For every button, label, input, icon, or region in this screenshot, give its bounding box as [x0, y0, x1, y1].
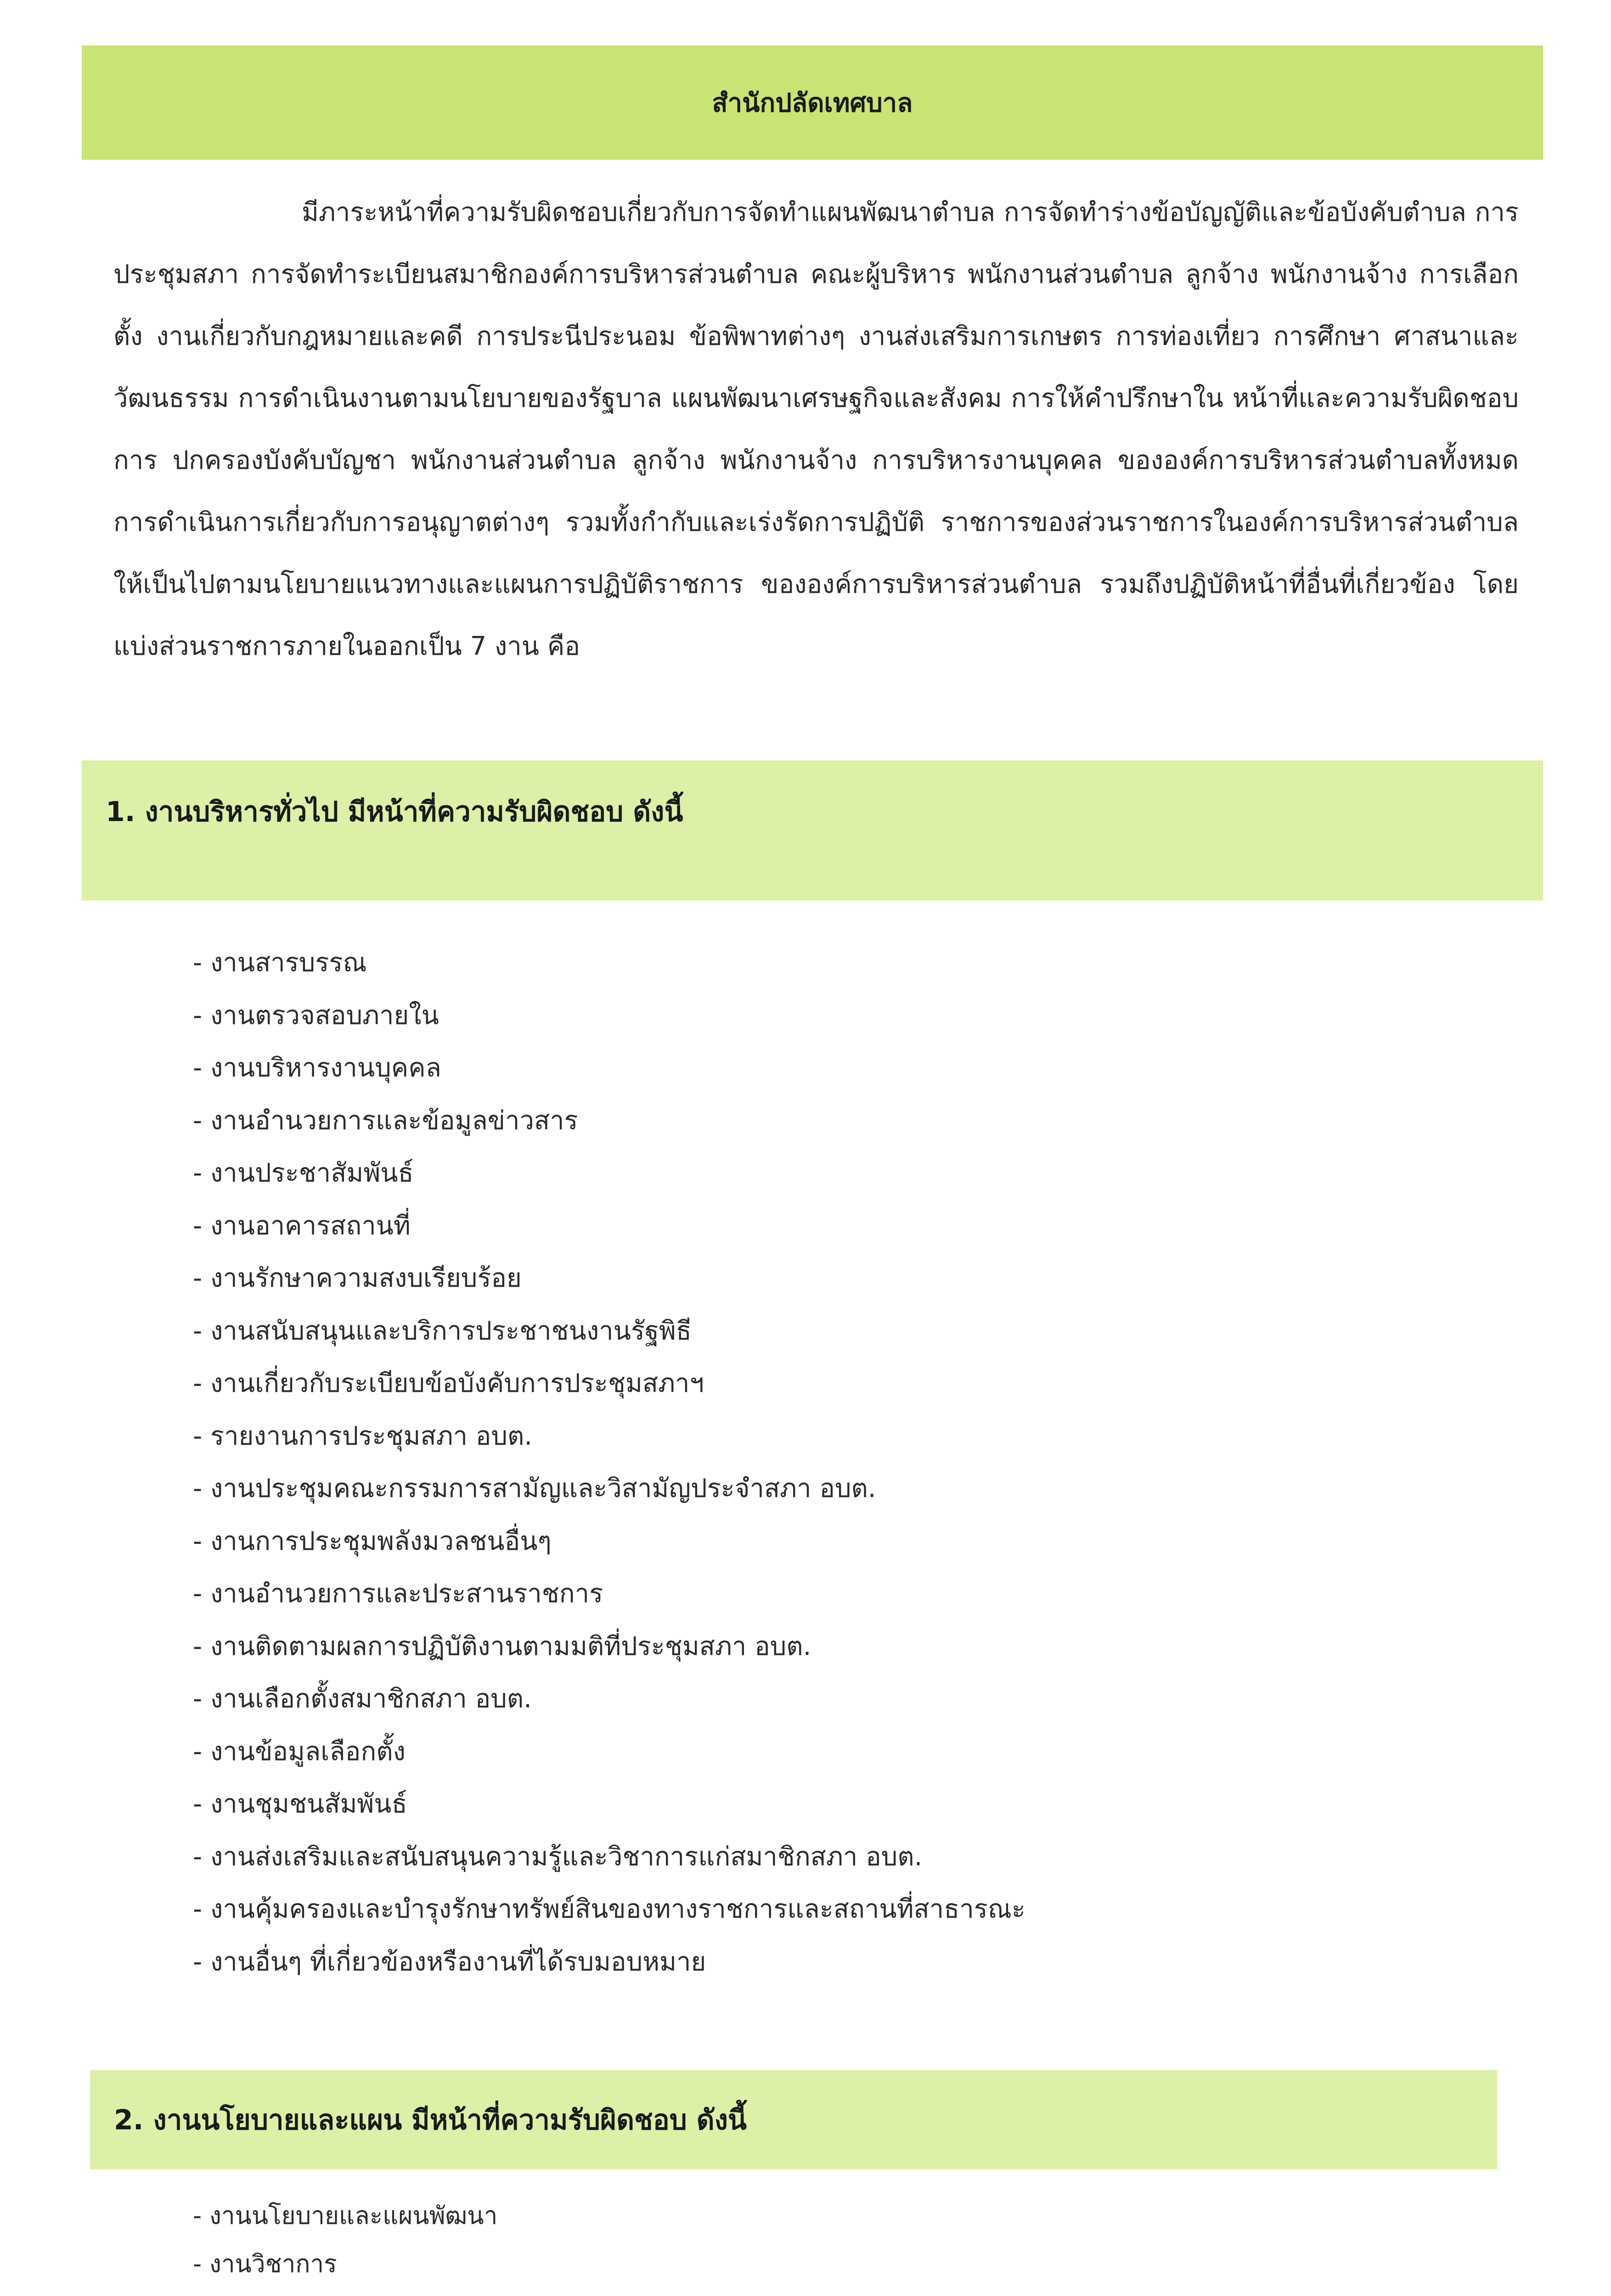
list-item: - งานส่งเสริมและสนับสนุนความรู้และวิชาการแก่สมาชิกสภา อบต.	[193, 1841, 923, 1872]
section-2-header	[90, 2070, 1497, 2169]
list-item: - งานอำนวยการและประสานราชการ	[193, 1579, 603, 1609]
section-1-heading: 1. งานบริหารทั่วไป มีหน้าที่ความรับผิดชอบ ดังนี้	[106, 796, 683, 828]
section-2-list	[193, 2192, 678, 2296]
list-item: - งานคุ้มครองและบำรุงรักษาทรัพย์สินของทางราชการและสถานที่สาธารณะ	[193, 1894, 1025, 1924]
title-banner	[82, 45, 1543, 160]
list-item: - งานสารบรรณ	[193, 948, 367, 978]
list-item: - งานชุมชนสัมพันธ์	[193, 1789, 407, 1819]
list-item: - งานตรวจสอบภายใน	[193, 1000, 439, 1030]
section-1-list	[193, 937, 1025, 1988]
list-item: - งานอาคารสถานที่	[193, 1210, 411, 1241]
list-item: - งานเกี่ยวกับระเบียบข้อบังคับการประชุมสภาฯ	[193, 1368, 704, 1398]
section-1-header	[82, 760, 1543, 900]
list-item: - งานข้อมูลเลือกตั้ง	[193, 1736, 406, 1767]
list-item: - งานประชุมคณะกรรมการสามัญและวิสามัญประจำสภา อบต.	[193, 1474, 876, 1503]
list-item: - รายงานการประชุมสภา อบต.	[193, 1421, 533, 1451]
list-item: - งานวิชาการ	[193, 2250, 337, 2278]
list-item: - งานบริหารงานบุคคล	[193, 1053, 441, 1083]
list-item: - งานเลือกตั้งสมาชิกสภา อบต.	[193, 1684, 532, 1714]
list-item: - งานสนับสนุนและบริการประชาชนงานรัฐพิธี	[193, 1316, 692, 1346]
list-item: - งานประชาสัมพันธ์	[193, 1158, 414, 1188]
list-item: - งานนโยบายและแผนพัฒนา	[193, 2202, 498, 2230]
list-item: - งานติดตามผลการปฏิบัติงานตามมติที่ประชุมสภา อบต.	[193, 1631, 811, 1661]
page-title: สำนักปลัดเทศบาล	[712, 88, 913, 118]
intro-paragraph: มีภาระหน้าที่ความรับผิดชอบเกี่ยวกับการจัดทำแผนพัฒนาตำบล การจัดทำร่างข้อบัญญัติและข้อบังคับตำบล การประชุมสภา การจัดทำระเบียนสมาชิกองค์การบริหารส่วนตำบล คณะผู้บริหาร พนักงานส่วนตำบล ลูกจ้าง พนักงานจ้าง การเลือกตั้ง งานเกี่ยวกับกฎหมายและคดี การประนีประนอม ข้อพิพาทต่างๆ งานส่งเสริมการเกษตร การท่องเที่ยว การศึกษา ศาสนาและวัฒนธรรม การดำเนินงานตามนโยบายของรัฐบาล แผนพัฒนาเศรษฐกิจและสังคม การให้คำปรึกษาใน หน้าที่และความรับผิดชอบการ ปกครองบังคับบัญชา พนักงานส่วนตำบล ลูกจ้าง พนักงานจ้าง การบริหารงานบุคคล ขององค์การบริหารส่วนตำบลทั้งหมด การดำเนินการเกี่ยวกับการอนุญาตต่างๆ รวมทั้งกำกับและเร่งรัดการปฏิบัติ ราชการของส่วนราชการในองค์การบริหารส่วนตำบล ให้เป็นไปตามนโยบายแนวทางและแผนการปฏิบัติราชการ ขององค์การบริหารส่วนตำบล รวมถึงปฏิบัติหน้าที่อื่นที่เกี่ยวข้อง โดยแบ่งส่วนราชการภายในออกเป็น 7 งาน คือ	[113, 197, 1519, 661]
list-item: - งานการประชุมพลังมวลชนอื่นๆ	[193, 1526, 552, 1556]
list-item: - งานรักษาความสงบเรียบร้อย	[193, 1263, 522, 1293]
list-item	[193, 2288, 678, 2296]
section-2-heading: 2. งานนโยบายและแผน มีหน้าที่ความรับผิดชอบ ดังนี้	[114, 2104, 747, 2136]
list-item: - งานอื่นๆ ที่เกี่ยวข้องหรืองานที่ได้รบมอบหมาย	[193, 1947, 706, 1977]
list-item: - งานอำนวยการและข้อมูลข่าวสาร	[193, 1105, 578, 1136]
